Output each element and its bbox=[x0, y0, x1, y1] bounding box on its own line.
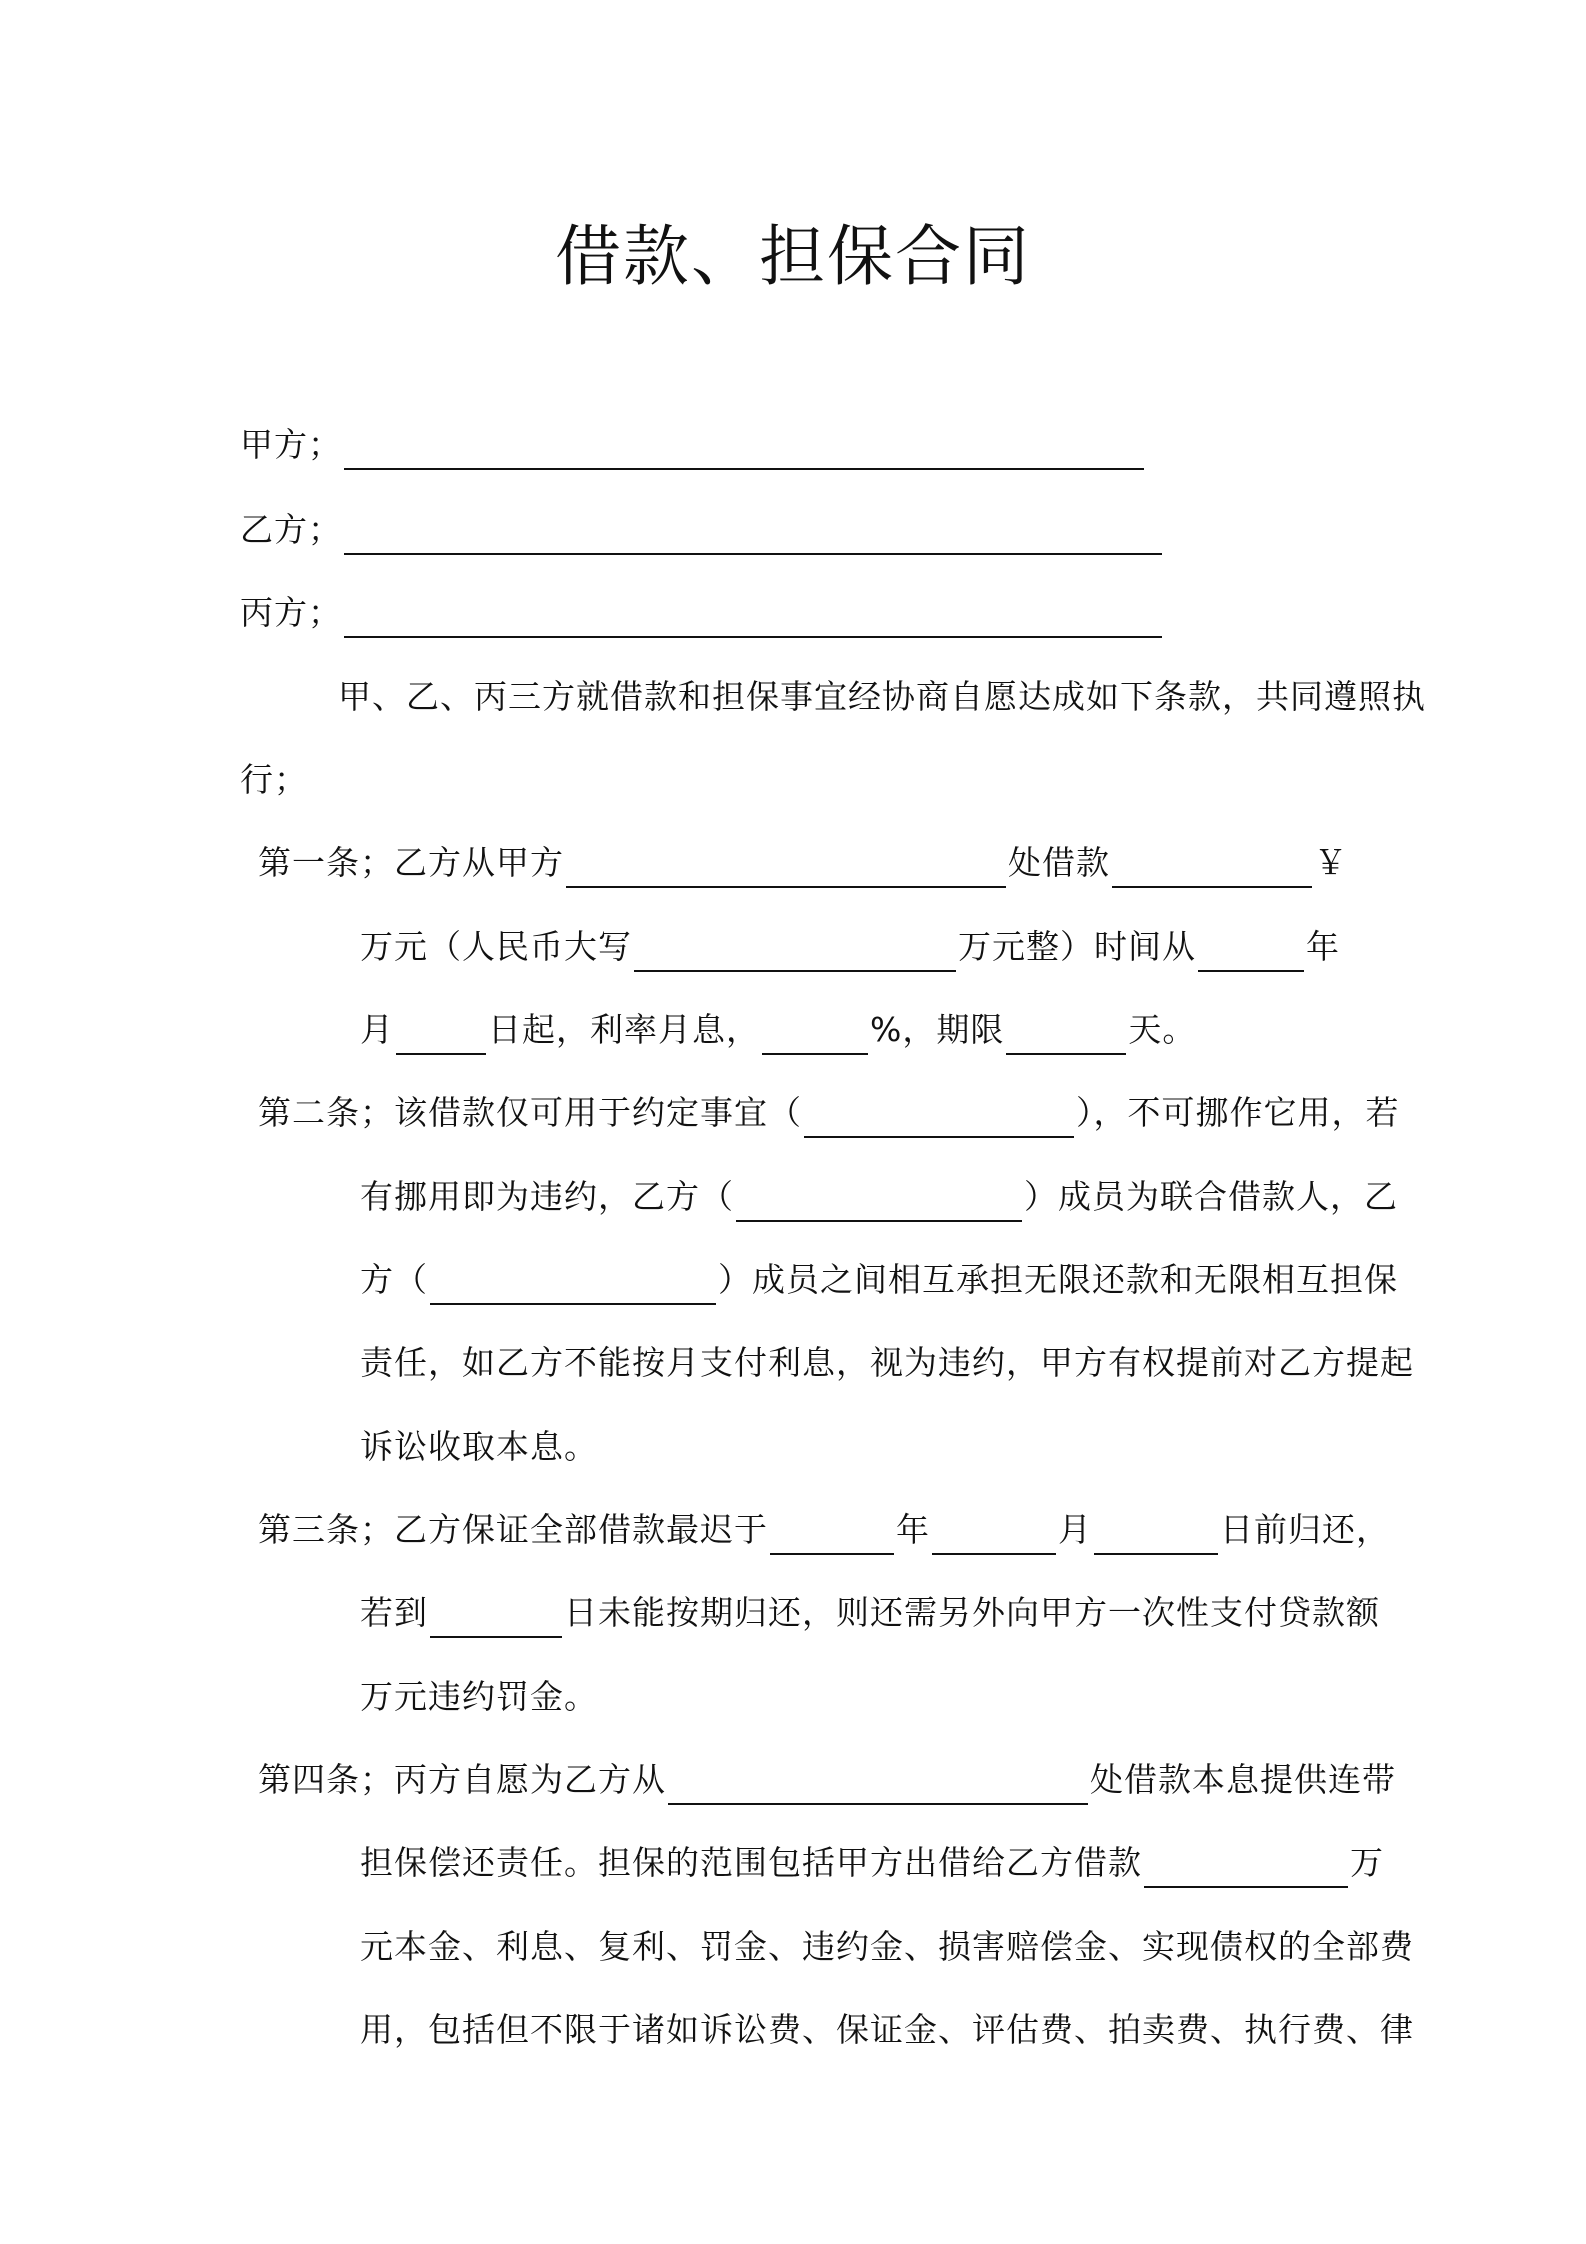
party-b-line bbox=[240, 505, 1164, 555]
article-1-line-1: 第一条；乙方从甲方 处借款 ￥ bbox=[258, 838, 1348, 888]
start-year-blank[interactable] bbox=[1198, 932, 1304, 972]
party-a-blank[interactable] bbox=[344, 430, 1144, 470]
article-3-line-3: 万元违约罚金。 bbox=[360, 1677, 598, 1716]
article-1-line-2: 万元（人民币大写 万元整）时间从 年 bbox=[360, 922, 1340, 972]
document-title: 借款、担保合同 bbox=[555, 218, 1031, 295]
party-a-label: 甲方； bbox=[240, 425, 342, 464]
article-4-line-3: 元本金、利息、复利、罚金、违约金、损害赔偿金、实现债权的全部费 bbox=[360, 1927, 1414, 1966]
lender-blank[interactable] bbox=[566, 848, 1006, 888]
article-1-line-3: 月 日起，利率月息， %，期限 天。 bbox=[360, 1005, 1196, 1055]
article-2-line-4: 责任，如乙方不能按月支付利息，视为违约，甲方有权提前对乙方提起 bbox=[360, 1343, 1414, 1382]
due-day-blank[interactable] bbox=[1094, 1515, 1218, 1555]
article-4-line-4: 用，包括但不限于诸如诉讼费、保证金、评估费、拍卖费、执行费、律 bbox=[360, 2010, 1414, 2049]
article-4-line-1: 第四条；丙方自愿为乙方从 处借款本息提供连带 bbox=[258, 1755, 1396, 1805]
guarantee-amount-blank[interactable] bbox=[1144, 1848, 1348, 1888]
term-days-blank[interactable] bbox=[1006, 1015, 1126, 1055]
article-3-line-1: 第三条；乙方保证全部借款最迟于 年 月 日前归还， bbox=[258, 1505, 1390, 1555]
intro-line-1: 甲、乙、丙三方就借款和担保事宜经协商自愿达成如下条款，共同遵照执 bbox=[338, 677, 1426, 716]
start-month-blank[interactable] bbox=[396, 1015, 486, 1055]
party-b-label: 乙方； bbox=[240, 510, 342, 549]
party-a-line bbox=[240, 420, 1146, 470]
article-4-line-2: 担保偿还责任。担保的范围包括甲方出借给乙方借款 万 bbox=[360, 1838, 1384, 1888]
overdue-day-blank[interactable] bbox=[430, 1598, 562, 1638]
article-2-line-3: 方（ ）成员之间相互承担无限还款和无限相互担保 bbox=[360, 1255, 1398, 1305]
article-2-line-5: 诉讼收取本息。 bbox=[360, 1427, 598, 1466]
article-2-line-2: 有挪用即为违约，乙方（ ）成员为联合借款人，乙 bbox=[360, 1172, 1398, 1222]
party-c-line bbox=[240, 588, 1164, 638]
party-b-blank[interactable] bbox=[344, 515, 1162, 555]
party-c-label: 丙方； bbox=[240, 593, 342, 632]
loan-amount-blank[interactable] bbox=[1112, 848, 1312, 888]
member-blank[interactable] bbox=[430, 1265, 716, 1305]
due-month-blank[interactable] bbox=[932, 1515, 1056, 1555]
intro-line-2: 行； bbox=[240, 760, 308, 799]
guarantee-lender-blank[interactable] bbox=[668, 1765, 1088, 1805]
due-year-blank[interactable] bbox=[770, 1515, 894, 1555]
joint-borrower-blank[interactable] bbox=[736, 1182, 1022, 1222]
party-c-blank[interactable] bbox=[344, 598, 1162, 638]
article-2-line-1: 第二条；该借款仅可用于约定事宜（ ），不可挪作它用，若 bbox=[258, 1088, 1400, 1138]
amount-in-words-blank[interactable] bbox=[634, 932, 956, 972]
article-3-line-2: 若到 日未能按期归还，则还需另外向甲方一次性支付贷款额 bbox=[360, 1588, 1380, 1638]
interest-rate-blank[interactable] bbox=[762, 1015, 868, 1055]
purpose-blank[interactable] bbox=[804, 1098, 1074, 1138]
